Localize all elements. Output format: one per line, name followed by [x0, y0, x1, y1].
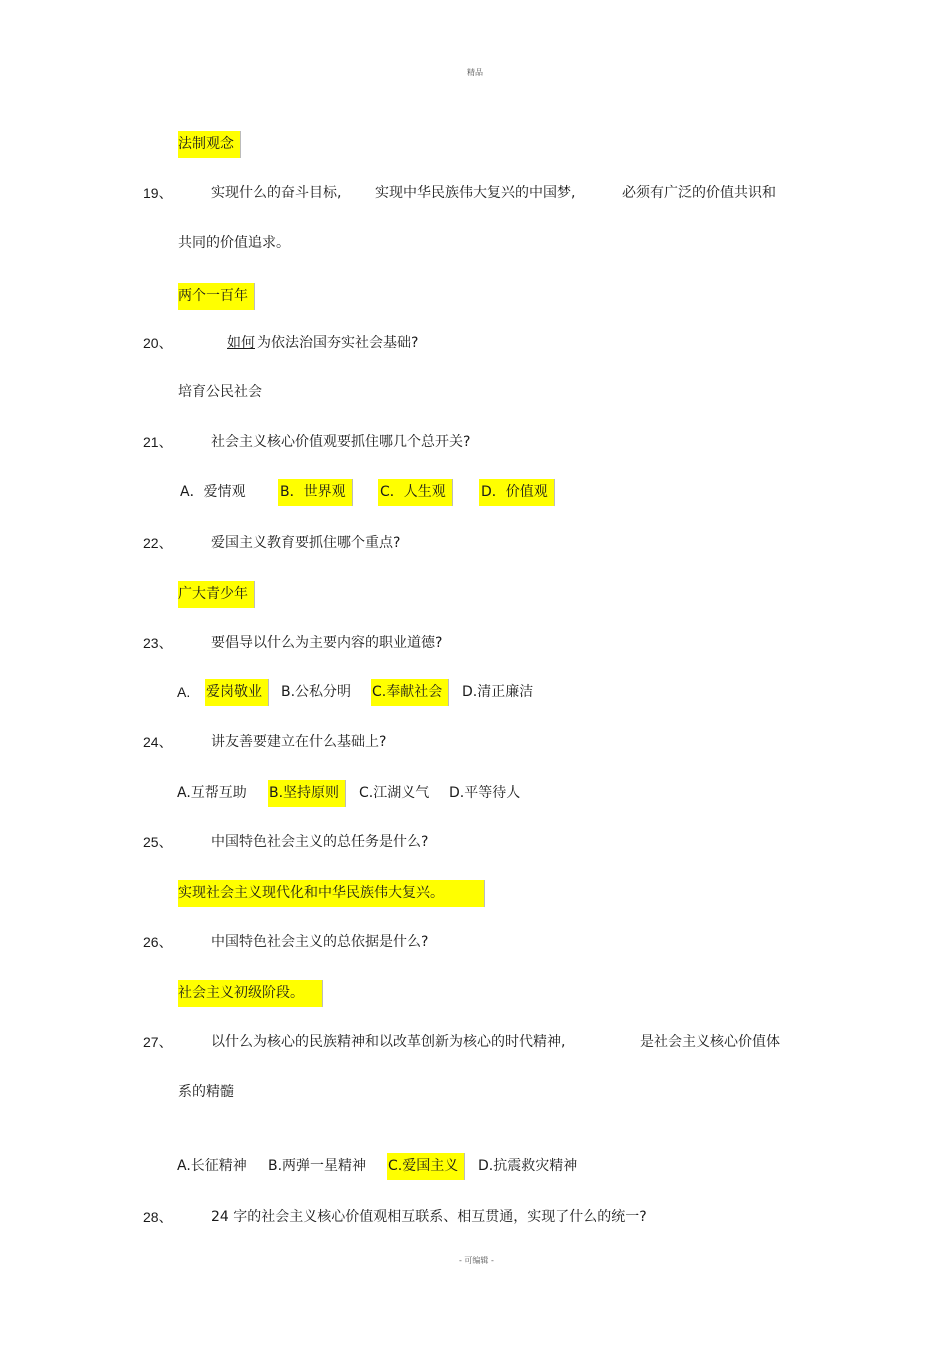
question-text: 是社会主义核心价值体	[640, 1034, 780, 1050]
option-d-highlight: D．价值观	[479, 479, 555, 506]
answer-text: 培育公民社会	[178, 384, 262, 400]
question-number: 21、	[143, 434, 173, 450]
question-text: 社会主义核心价值观要抓住哪几个总开关?	[211, 434, 471, 450]
option-b: B.公私分明	[281, 684, 352, 700]
question-number: 28、	[143, 1209, 173, 1225]
question-number: 23、	[143, 635, 173, 651]
question-text: 实现什么的奋斗目标,	[211, 185, 342, 201]
option-b-highlight: B.坚持原则	[268, 780, 346, 807]
question-number: 22、	[143, 535, 173, 551]
option-d: D.抗震救灾精神	[478, 1158, 578, 1174]
question-text: 24 字的社会主义核心价值观相互联系、相互贯通，实现了什么的统一?	[211, 1209, 647, 1225]
answer-highlight: 社会主义初级阶段。	[178, 980, 323, 1007]
question-text: 要倡导以什么为主要内容的职业道德?	[211, 635, 443, 651]
question-text: 系的精髓	[178, 1084, 234, 1100]
option-b: B.两弹一星精神	[268, 1158, 367, 1174]
question-text: 共同的价值追求。	[178, 235, 290, 251]
option-c-highlight: C.爱国主义	[387, 1153, 465, 1180]
answer-highlight: 法制观念	[178, 131, 241, 158]
question-text: 爱国主义教育要抓住哪个重点?	[211, 535, 401, 551]
question-number: 24、	[143, 734, 173, 750]
question-number: 27、	[143, 1034, 173, 1050]
answer-highlight: 两个一百年	[178, 283, 255, 310]
question-text-underlined: 如何	[227, 335, 255, 351]
question-text: 中国特色社会主义的总任务是什么?	[211, 834, 429, 850]
question-text: 中国特色社会主义的总依据是什么?	[211, 934, 429, 950]
option-c-highlight: C.奉献社会	[371, 679, 449, 706]
option-a-highlight: 爱岗敬业	[205, 679, 269, 706]
question-text: 以什么为核心的民族精神和以改革创新为核心的时代精神,	[211, 1034, 566, 1050]
option-a-label: A.	[177, 684, 191, 700]
question-text: 实现中华民族伟大复兴的中国梦,	[375, 185, 576, 201]
page-footer: - 可编辑 -	[459, 1256, 494, 1265]
question-text: 为依法治国夯实社会基础?	[257, 335, 419, 351]
option-d: D.清正廉洁	[462, 684, 534, 700]
question-text: 讲友善要建立在什么基础上?	[211, 734, 387, 750]
option-a: A．爱情观	[180, 484, 246, 500]
option-a: A.互帮互助	[177, 785, 247, 801]
question-number: 25、	[143, 834, 173, 850]
answer-highlight: 实现社会主义现代化和中华民族伟大复兴。	[178, 880, 485, 907]
answer-highlight: 广大青少年	[178, 581, 255, 608]
question-number: 20、	[143, 335, 173, 351]
option-c: C.江湖义气	[359, 785, 430, 801]
option-b-highlight: B．世界观	[278, 479, 353, 506]
page-header: 精品	[467, 68, 483, 77]
question-text: 必须有广泛的价值共识和	[622, 185, 776, 201]
question-number: 26、	[143, 934, 173, 950]
question-number: 19、	[143, 185, 173, 201]
option-d: D.平等待人	[449, 785, 521, 801]
option-c-highlight: C．人生观	[378, 479, 453, 506]
option-a: A.长征精神	[177, 1158, 247, 1174]
